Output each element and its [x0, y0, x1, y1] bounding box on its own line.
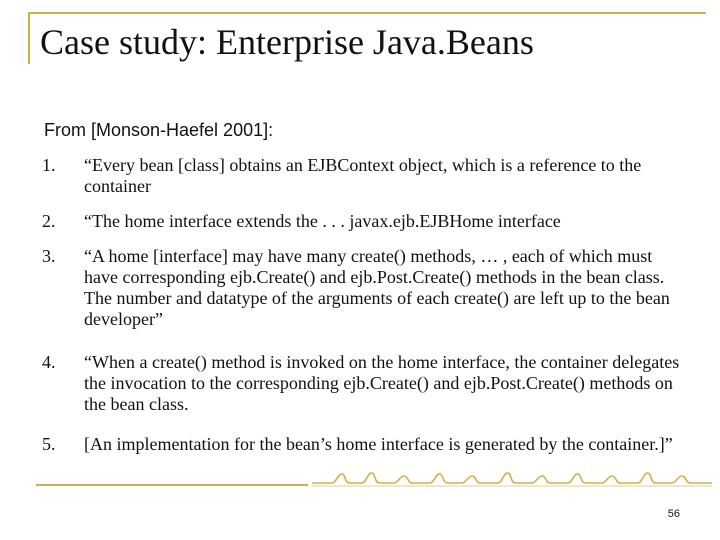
list-item: [42, 246, 682, 330]
decorative-squiggle-border: [312, 468, 712, 490]
list-item-text: “When a create() method is invoked on the home interface, the container delegates the invocation to the corresponding ejb.Create() and ejb.Post.Create() methods on the bean class.: [84, 352, 680, 414]
list-item-text: “A home [interface] may have many create() methods, … , each of which must have corresponding ejb.Create() and ejb.Post.Create() methods in the bean class. The number and datatype of the arguments of each create() are left up to the bean developer”: [84, 246, 670, 329]
list-item: [42, 155, 682, 197]
title-accent-vertical-rule: [28, 12, 30, 64]
list-item-text: “Every bean [class] obtains an EJBContext object, which is a reference to the container: [84, 155, 642, 196]
list-item: [42, 352, 682, 415]
squiggle-path: [312, 473, 712, 483]
list-item-number: 1.: [42, 155, 56, 175]
footer-accent-rule: [36, 484, 308, 486]
list-item-number: 4.: [42, 352, 56, 372]
list-item: [42, 434, 682, 455]
list-item-number: 5.: [42, 434, 56, 454]
slide-subtitle: From [Monson-Haefel 2001]:: [44, 120, 274, 140]
title-accent-horizontal-rule: [28, 12, 706, 14]
list-item-text: “The home interface extends the . . . javax.ejb.EJBHome interface: [84, 211, 561, 231]
list-item-number: 3.: [42, 246, 56, 266]
list-item-text: [An implementation for the bean’s home interface is generated by the container.]”: [84, 434, 673, 454]
slide-title: Case study: Enterprise Java.Beans: [40, 22, 534, 62]
page-number: 56: [667, 508, 680, 520]
list-item-number: 2.: [42, 211, 56, 231]
list-item: [42, 211, 682, 232]
